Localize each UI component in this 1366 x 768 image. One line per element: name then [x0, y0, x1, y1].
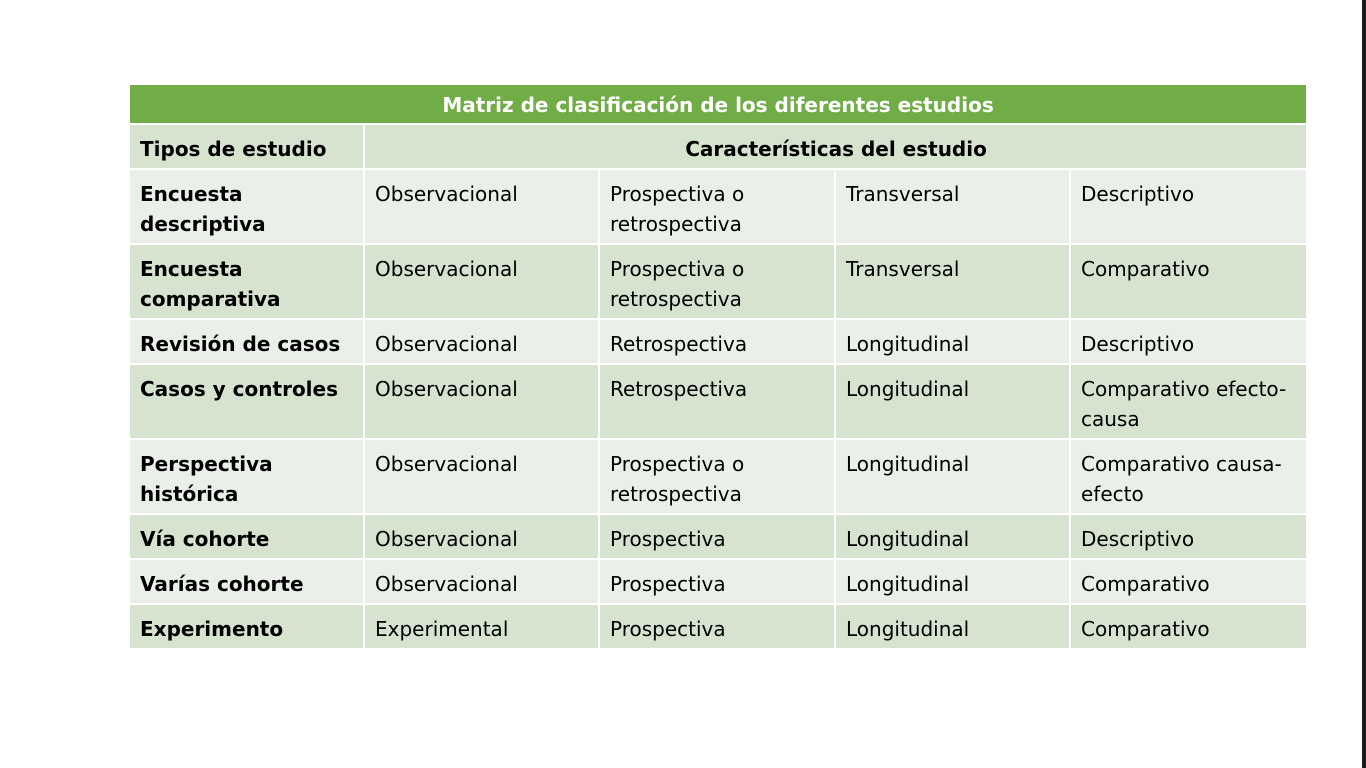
table-row — [129, 514, 1307, 559]
table-cell: Descriptivo — [1070, 319, 1307, 364]
table-cell: Longitudinal — [835, 439, 1070, 514]
table-cell: Comparativo causa-efecto — [1070, 439, 1307, 514]
table-cell: Retrospectiva — [599, 364, 835, 439]
table-cell: Longitudinal — [835, 514, 1070, 559]
table-row — [129, 364, 1307, 439]
study-type-cell: Revisión de casos — [129, 319, 364, 364]
table-row — [129, 169, 1307, 244]
table-row — [129, 559, 1307, 604]
table-cell: Observacional — [364, 439, 599, 514]
table-cell: Comparativo — [1070, 559, 1307, 604]
table-cell: Observacional — [364, 244, 599, 319]
study-type-cell: Varías cohorte — [129, 559, 364, 604]
table-cell: Transversal — [835, 169, 1070, 244]
table-row — [129, 604, 1307, 649]
study-type-cell: Encuesta descriptiva — [129, 169, 364, 244]
table-cell: Prospectiva o retrospectiva — [599, 439, 835, 514]
table-cell: Transversal — [835, 244, 1070, 319]
table-row — [129, 244, 1307, 319]
table-cell: Longitudinal — [835, 559, 1070, 604]
table-cell: Observacional — [364, 364, 599, 439]
table-cell: Retrospectiva — [599, 319, 835, 364]
table-cell: Observacional — [364, 169, 599, 244]
study-type-cell: Experimento — [129, 604, 364, 649]
table-cell: Comparativo — [1070, 604, 1307, 649]
table-row — [129, 319, 1307, 364]
table-cell: Experimental — [364, 604, 599, 649]
table-cell: Comparativo efecto-causa — [1070, 364, 1307, 439]
table-cell: Longitudinal — [835, 319, 1070, 364]
table-cell: Prospectiva o retrospectiva — [599, 244, 835, 319]
table-cell: Descriptivo — [1070, 169, 1307, 244]
classification-matrix-table — [128, 83, 1308, 650]
table-cell: Prospectiva o retrospectiva — [599, 169, 835, 244]
table-cell: Prospectiva — [599, 514, 835, 559]
table-cell: Observacional — [364, 514, 599, 559]
header-study-characteristics: Características del estudio — [364, 124, 1307, 169]
table-cell: Comparativo — [1070, 244, 1307, 319]
study-type-cell: Encuesta comparativa — [129, 244, 364, 319]
header-study-types: Tipos de estudio — [129, 124, 364, 169]
table-cell: Observacional — [364, 559, 599, 604]
study-type-cell: Vía cohorte — [129, 514, 364, 559]
table-cell: Observacional — [364, 319, 599, 364]
table-title: Matriz de clasificación de los diferentes estudios — [129, 84, 1307, 124]
table-cell: Descriptivo — [1070, 514, 1307, 559]
table-cell: Prospectiva — [599, 604, 835, 649]
table-cell: Longitudinal — [835, 364, 1070, 439]
study-type-cell: Perspectiva histórica — [129, 439, 364, 514]
table-row — [129, 439, 1307, 514]
table-cell: Prospectiva — [599, 559, 835, 604]
window-edge — [1362, 0, 1366, 768]
study-type-cell: Casos y controles — [129, 364, 364, 439]
table-cell: Longitudinal — [835, 604, 1070, 649]
